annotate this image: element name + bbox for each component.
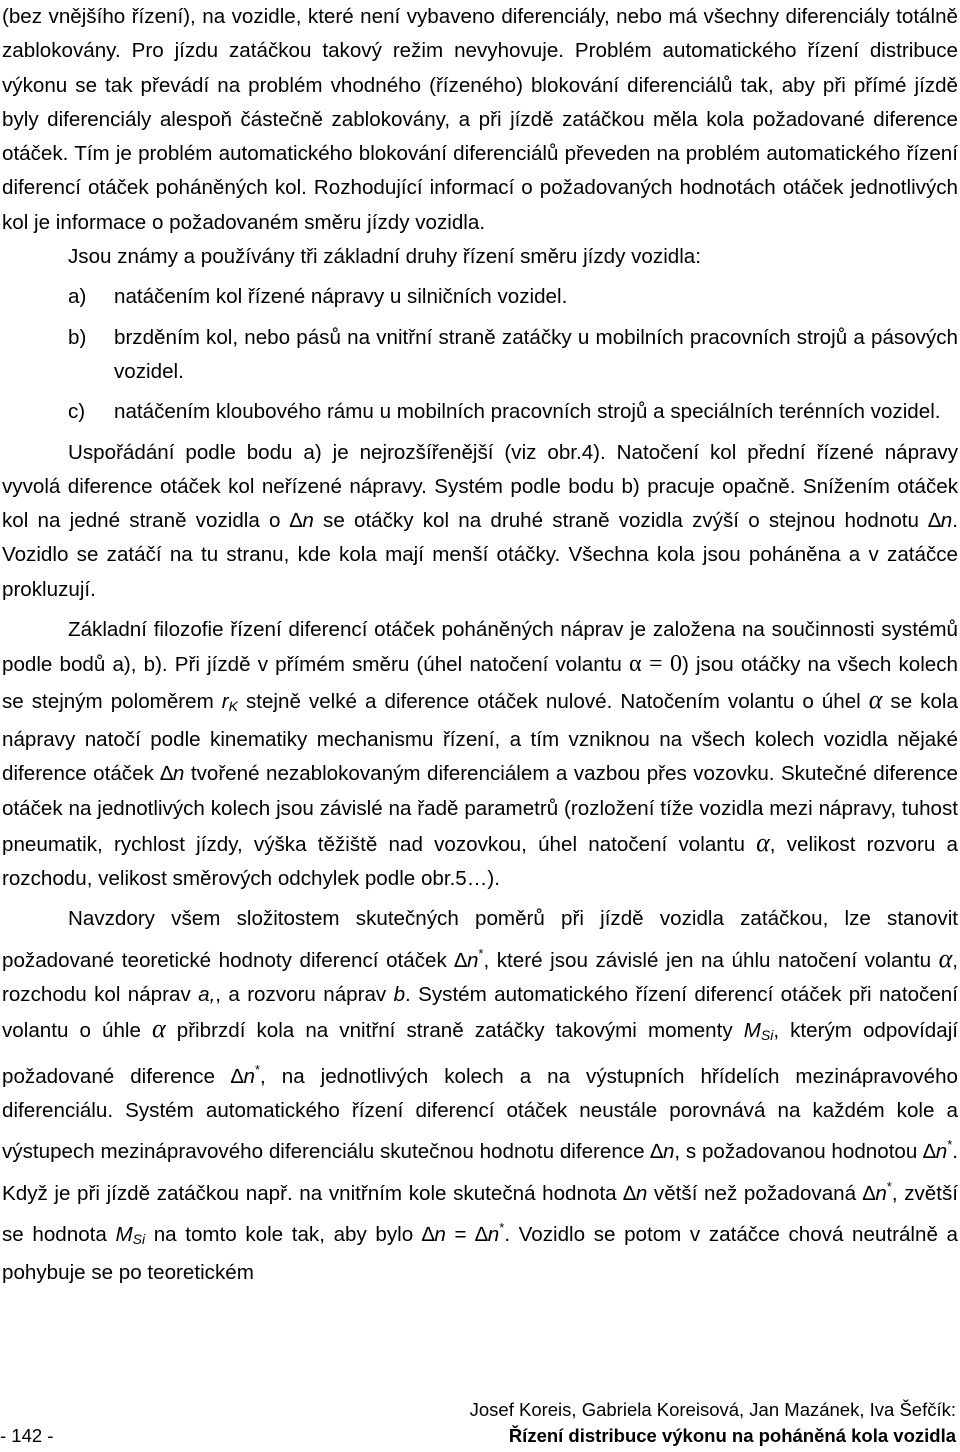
footer-title: Řízení distribuce výkonu na poháněná kola vozidla [508, 1425, 956, 1446]
footer-authors: Josef Koreis, Gabriela Koreisová, Jan Mazánek, Iva Šefčík: [469, 1399, 956, 1420]
page-number: - 142 - [0, 1425, 54, 1446]
list-item-b [2, 321, 958, 390]
delta-symbol: ∆ [928, 509, 941, 533]
list-text: brzděním kol, nebo pásů na vnitřní straně zatáčky u mobilních pracovních strojů a pásových vozidel. [114, 325, 958, 383]
paragraph-3: Uspořádání podle bodu a) je nejrozšířenější (viz obr.4). Natočení kol přední řízené nápravy vyvolá diference otáček kol neřízené nápravy. Systém podle bodu b) pracuje opačně. Snížením otáček kol na jedné straně vozidla o ∆n se otáčky kol na druhé straně vozidla zvýší o stejnou hodnotu ∆n. Vozidlo se zatáčí na tu stranu, kde kola mají menší otáčky. Všechna kola jsou poháněna a v zatáčce prokluzují. [2, 440, 958, 601]
paragraph-5: Navzdory všem složitostem skutečných poměrů při jízdě vozidla zatáčkou, lze stanovit požadované teoretické hodnoty diferencí otáček ∆n*, které jsou závislé jen na úhlu natočení volantu α, rozchodu kol náprav a,, a rozvoru náprav b. Systém automatického řízení diferencí otáček při natočení volantu o úhle α přibrzdí kola na vnitřní straně zatáčky takovými momenty $M_{Si}$, kterým odpovídají požadované diference ∆n*, na jednotlivých kolech a na výstupních hřídelích mezinápravového diferenciálu. Systém automatického řízení diferencí otáček neustále porovnává na každém kole a výstupech mezinápravového diferenciálu skutečnou hodnotu diference ∆n, s požadovanou hodnotou ∆n*. Když je při jízdě zatáčkou např. na vnitřním kole skutečná hodnota ∆n větší než požadovaná ∆n*, zvětší se hodnota $M_{Si}$ na tomto kole tak, aby bylo ∆n = ∆n*. Vozidlo se potom v zatáčce chová neutrálně a pohybuje se po teoretickém [2, 907, 959, 1285]
page-footer [0, 1395, 958, 1451]
list-label: b) [68, 325, 87, 349]
alpha-symbol: α [756, 827, 770, 857]
page-body [2, 0, 958, 1290]
alpha-equation: α = 0 [629, 651, 682, 678]
alpha-symbol: α [868, 684, 883, 714]
paragraph-1: (bez vnějšího řízení), na vozidle, které není vybaveno diferenciály, nebo má všechny diferenciály totálně zablokovány. Pro jízdu zatáčkou takový režim nevyhovuje. Problém automatického řízení distribuce výkonu se tak převádí na problém vhodného (řízeného) blokování diferenciálů tak, aby při přímé jízdě byly diferenciály alespoň částečně zablokovány, a při jízdě zatáčkou měla kola požadované diference otáček. Tím je problém automatického blokování diferenciálů převeden na problém automatického řízení diferencí otáček poháněných kol. Rozhodující informací o požadovaných hodnotách otáček jednotlivých kol je informace o požadovaném směru jízdy vozidla. [2, 5, 958, 234]
list-label: a) [68, 285, 87, 309]
delta-symbol: ∆ [289, 509, 303, 533]
list-item-a [2, 280, 958, 314]
list-text: natáčením kol řízené nápravy u silničních vozidel. [114, 285, 568, 309]
list-item-c [2, 395, 958, 429]
paragraph-2: Jsou známy a používány tři základní druhy řízení směru jízdy vozidla: [68, 245, 701, 269]
list-text: natáčením kloubového rámu u mobilních pracovních strojů a speciálních terénních vozidel. [114, 400, 941, 424]
list-label: c) [68, 400, 86, 424]
delta-symbol: ∆ [160, 762, 173, 786]
paragraph-4: Základní filozofie řízení diferencí otáček poháněných náprav je založena na součinnosti systémů podle bodů a), b). Při jízdě v přímém směru (úhel natočení volantu α = 0) jsou otáčky na všech kolech se stejným poloměrem $r_K$ stejně velké a diference otáček nulové. Natočením volantu o úhel α se kola nápravy natočí podle kinematiky mechanismu řízení, a tím vzniknou na všech kolech vozidla nějaké diference otáček ∆n tvořené nezablokovaným diferenciálem a vazbou přes vozovku. Skutečné diference otáček na jednotlivých kolech jsou závislé na řadě parametrů (rozložení tíže vozidla mezi nápravy, tuhost pneumatik, rychlost jízdy, výška těžiště nad vozovkou, úhel natočení volantu α, velikost rozvoru a rozchodu, velikost směrových odchylek podle obr.5…). [2, 618, 959, 891]
